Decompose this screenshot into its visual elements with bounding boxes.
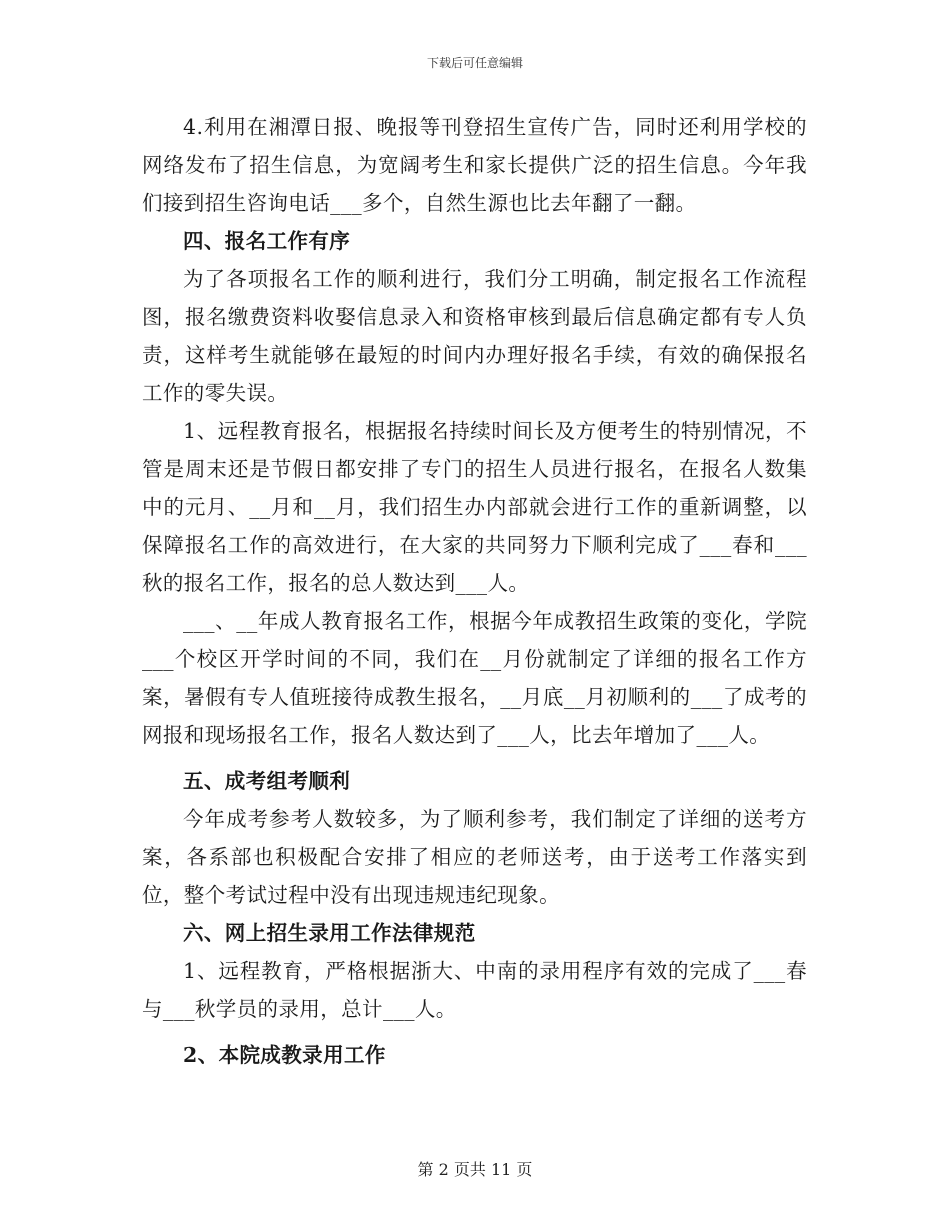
subsection-heading-adult-admission: 2、本院成教录用工作 [183, 1043, 386, 1067]
page-header: 下载后可任意编辑 [426, 56, 523, 70]
paragraph-advertising: 4.利用在湘潭日报、晚报等刊登招生宣传广告，同时还利用学校的网络发布了招生信息，为宽阔考生和家长提供广泛的招生信息。今年我们接到招生咨询电话___多个，自然生源也比去年翻了一翻。 [142, 115, 807, 215]
page-footer: 第 2 页共 11 页 [417, 1160, 533, 1179]
paragraph-remote-admission: 1、远程教育，严格根据浙大、中南的录用程序有效的完成了___春与___秋学员的录用，总计___人。 [142, 959, 807, 1021]
paragraph-remote-education-registration: 1、远程教育报名，根据报名持续时间长及方便考生的特别情况，不管是周末还是节假日都安排了专门的招生人员进行报名，在报名人数集中的元月、__月和__月，我们招生办内部就会进行工作的重新调整，以保障报名工作的高效进行，在大家的共同努力下顺利完成了___春和___秋的报名工作，报名的总人数达到___人。 [142, 419, 807, 595]
section-heading-exam: 五、成考组考顺利 [183, 769, 351, 793]
paragraph-registration-process: 为了各项报名工作的顺利进行，我们分工明确，制定报名工作流程图，报名缴费资料收娶信息录入和资格审核到最后信息确定都有专人负责，这样考生就能够在最短的时间内办理好报名手续，有效的确保报名工作的零失误。 [142, 267, 807, 405]
section-heading-admission: 六、网上招生录用工作法律规范 [183, 921, 476, 945]
paragraph-exam: 今年成考参考人数较多，为了顺利参考，我们制定了详细的送考方案，各系部也积极配合安排了相应的老师送考，由于送考工作落实到位，整个考试过程中没有出现违规违纪现象。 [142, 807, 807, 907]
paragraph-adult-education-registration: ___、__年成人教育报名工作，根据今年成教招生政策的变化，学院___个校区开学时间的不同，我们在__月份就制定了详细的报名工作方案，暑假有专人值班接待成教生报名，__月底__月初顺利的___了成考的网报和现场报名工作，报名人数达到了___人，比去年增加了___人。 [142, 609, 807, 747]
document-body [142, 108, 807, 1074]
section-heading-registration: 四、报名工作有序 [183, 229, 351, 253]
